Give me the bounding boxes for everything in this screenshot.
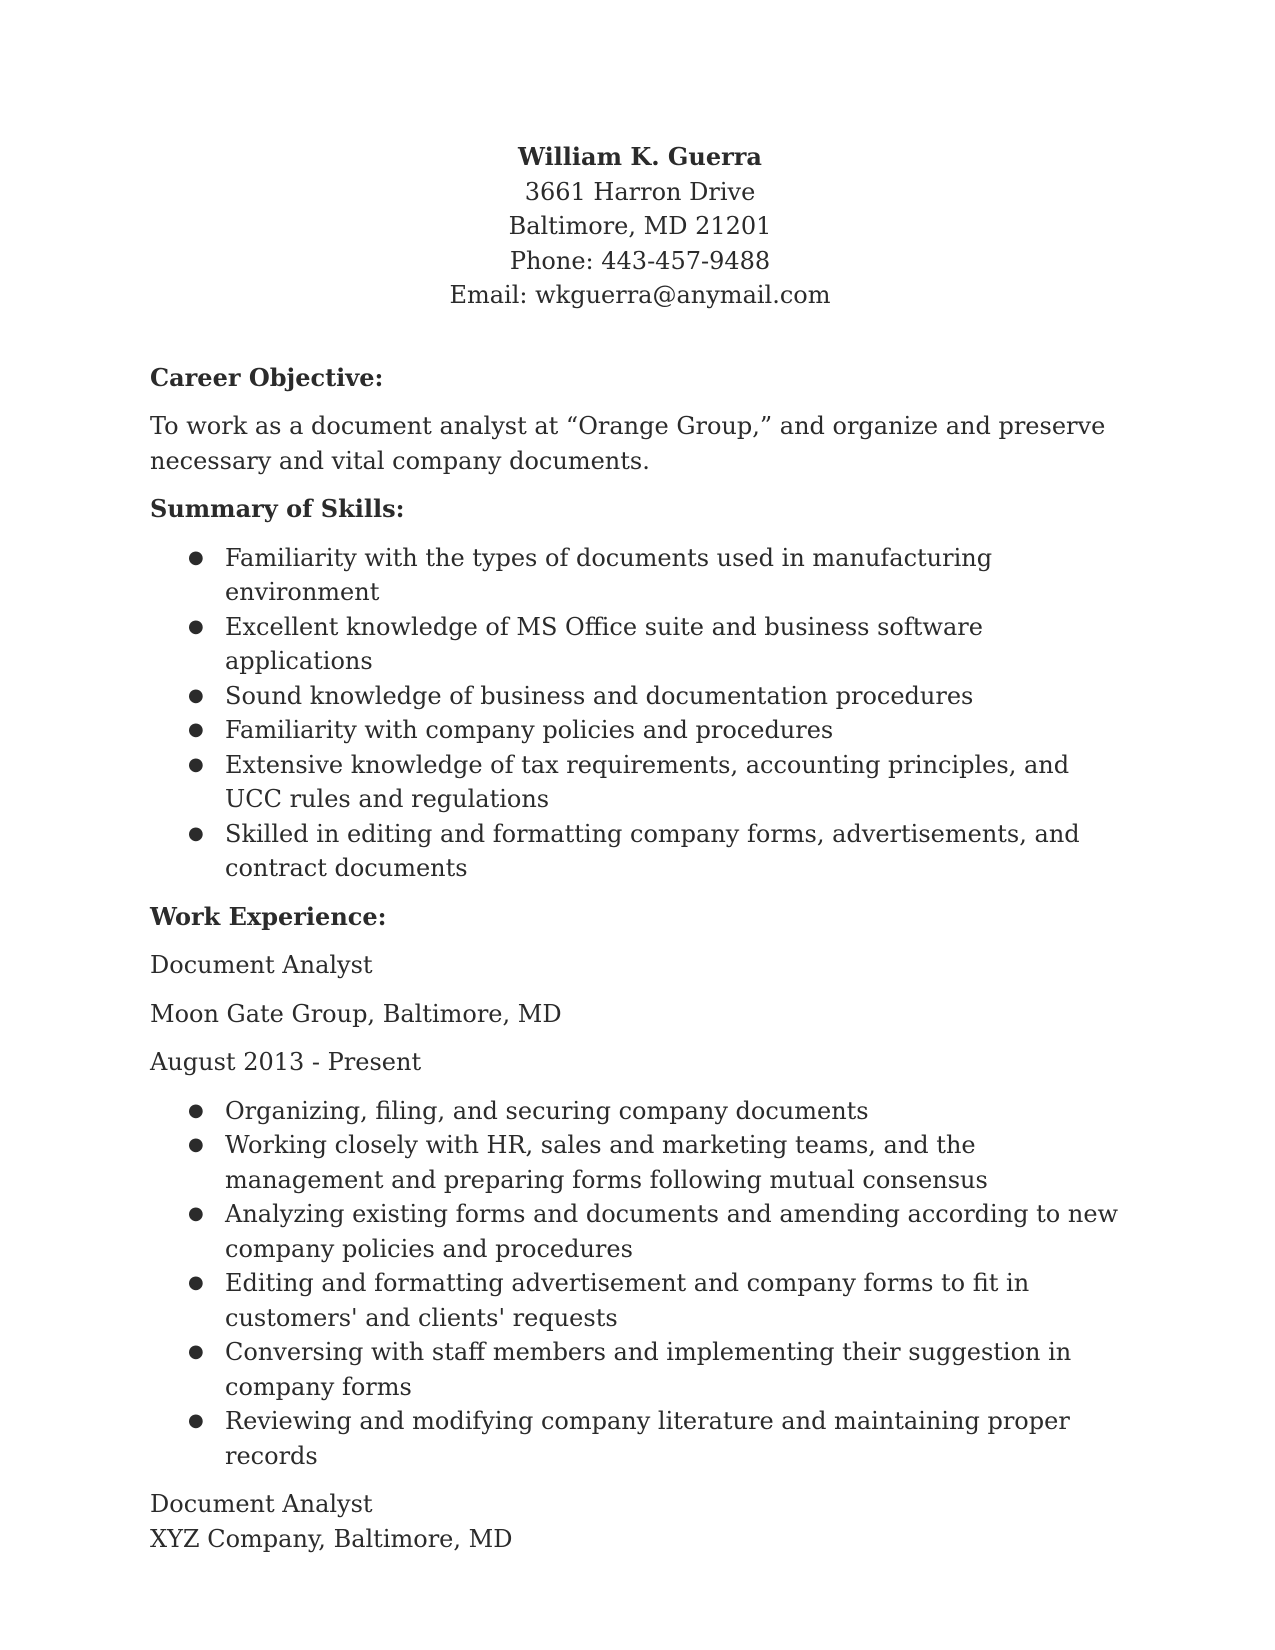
- applicant-name: William K. Guerra: [518, 142, 762, 171]
- bullet-icon: ●: [188, 1099, 204, 1121]
- list-item: ● Skilled in editing and formatting company forms, advertisements, and contract documents: [150, 817, 1130, 886]
- job-1-company: Moon Gate Group, Baltimore, MD: [150, 999, 562, 1028]
- bullet-icon: ●: [188, 684, 204, 706]
- list-item: ● Working closely with HR, sales and marketing teams, and the management and preparing forms following mutual consensus: [150, 1128, 1130, 1197]
- job-1-duties-list: [150, 1094, 1130, 1474]
- bullet-icon: ●: [188, 1272, 204, 1293]
- bullet-icon: ●: [188, 1203, 204, 1224]
- career-objective-text: To work as a document analyst at “Orange Group,” and organize and preserve necessary and vital company documents.: [150, 412, 1106, 475]
- career-objective-heading: Career Objective:: [150, 362, 384, 392]
- list-item: ● Sound knowledge of business and documentation procedures: [150, 679, 1130, 714]
- list-item: ● Editing and formatting advertisement and company forms to fit in customers' and clients' requests: [150, 1266, 1130, 1335]
- bullet-icon: ●: [188, 546, 204, 568]
- address-line-2: Baltimore, MD 21201: [508, 212, 772, 240]
- list-item: ● Organizing, filing, and securing company documents: [150, 1094, 1130, 1129]
- list-item: ● Familiarity with the types of documents used in manufacturing environment: [150, 541, 1130, 610]
- skills-heading: Summary of Skills:: [150, 494, 405, 523]
- contact-header: [150, 140, 1130, 313]
- list-item: ● Extensive knowledge of tax requirements, accounting principles, and UCC rules and regulations: [150, 748, 1130, 817]
- phone-line: Phone: 443-457-9488: [509, 246, 771, 275]
- job-1-position: Document Analyst: [150, 951, 373, 979]
- list-item: ● Conversing with staff members and implementing their suggestion in company forms: [150, 1335, 1130, 1404]
- list-item: ● Familiarity with company policies and procedures: [150, 713, 1130, 748]
- bullet-icon: ●: [188, 822, 204, 844]
- list-item: ● Reviewing and modifying company literature and maintaining proper records: [150, 1404, 1130, 1473]
- list-item: ● Analyzing existing forms and documents and amending according to new company policies and procedures: [150, 1197, 1130, 1266]
- address-line-1: 3661 Harron Drive: [524, 177, 756, 206]
- bullet-icon: ●: [188, 719, 204, 740]
- bullet-icon: ●: [188, 1341, 204, 1362]
- skills-list: [150, 541, 1130, 886]
- email-line: Email: wkguerra@anymail.com: [449, 281, 831, 309]
- job-2-position: Document Analyst: [150, 1490, 373, 1518]
- list-item: ● Excellent knowledge of MS Office suite and business software applications: [150, 610, 1130, 679]
- job-1-dates: August 2013 - Present: [150, 1048, 422, 1076]
- work-experience-heading: Work Experience:: [150, 901, 387, 931]
- bullet-icon: ●: [188, 615, 204, 637]
- job-2-company: XYZ Company, Baltimore, MD: [150, 1524, 513, 1553]
- bullet-icon: ●: [188, 1134, 204, 1155]
- resume-page: [150, 140, 1130, 1556]
- bullet-icon: ●: [188, 753, 204, 775]
- bullet-icon: ●: [188, 1410, 204, 1431]
